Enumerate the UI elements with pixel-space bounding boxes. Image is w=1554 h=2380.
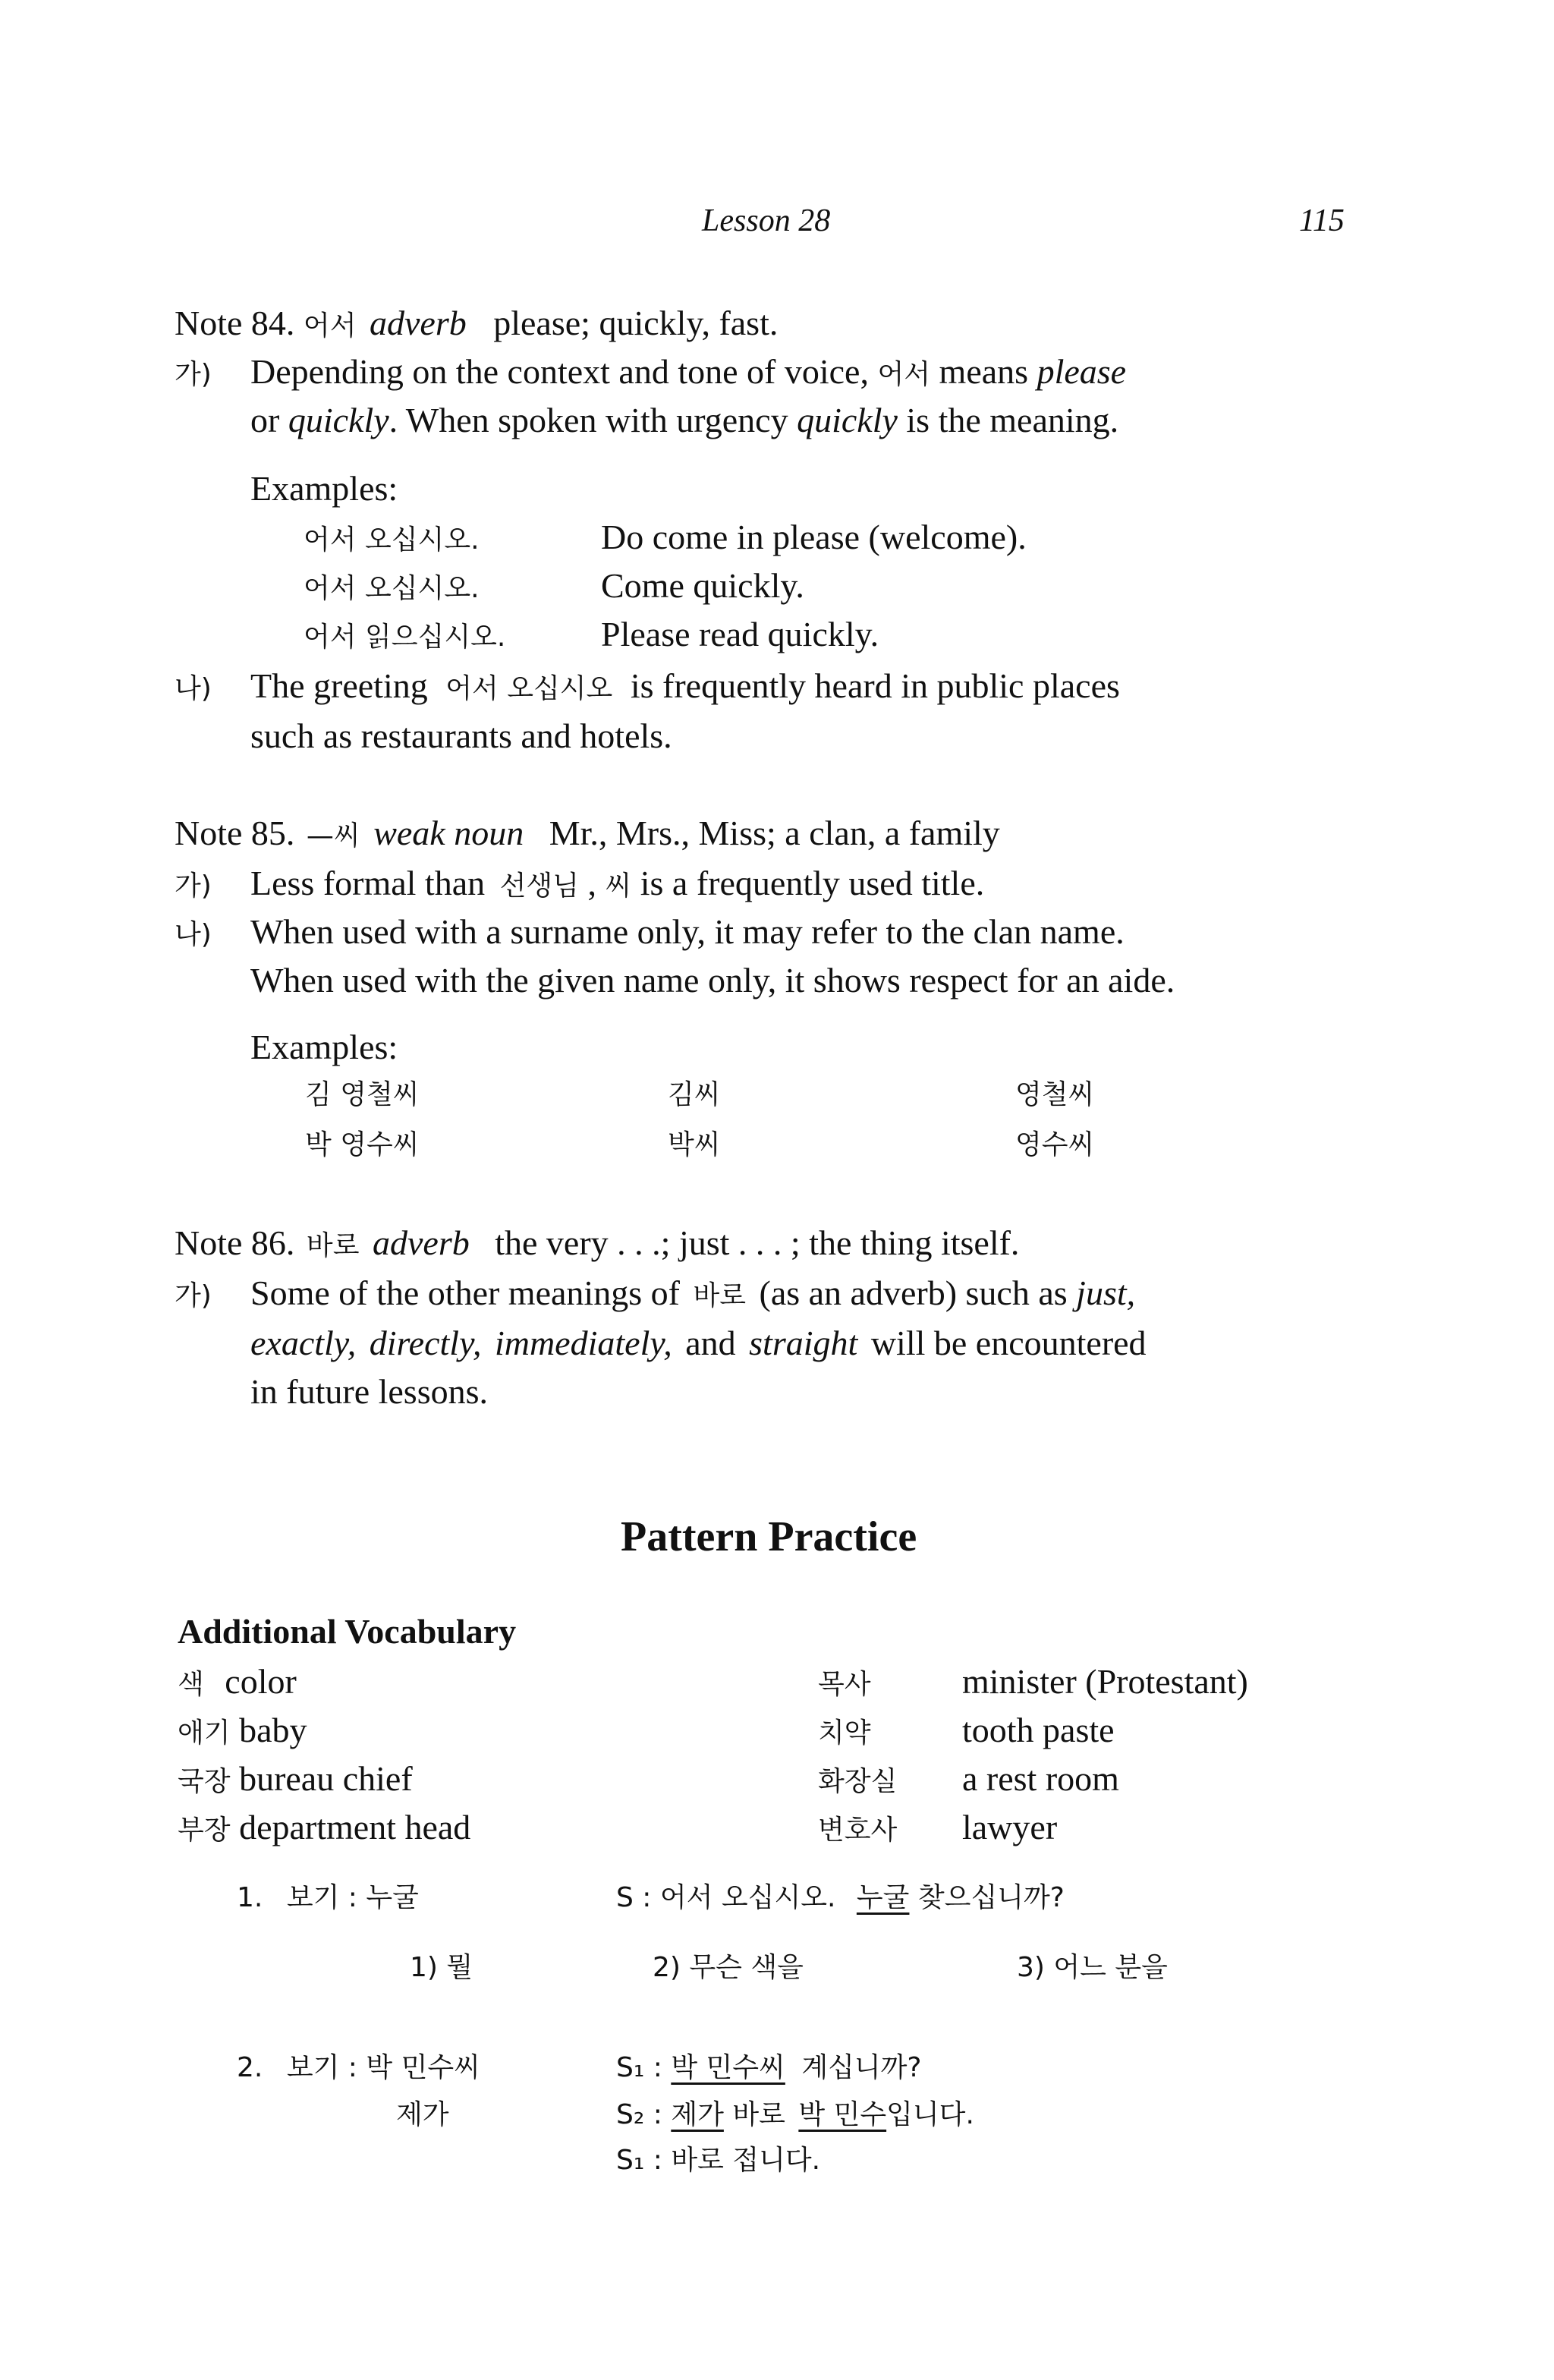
text: quickly <box>797 401 898 439</box>
example-korean: 어서 오십시오. <box>304 524 480 556</box>
text: or <box>250 401 280 439</box>
example-korean: 어서 읽으십시오. <box>304 622 506 653</box>
text: immediately, <box>494 1324 672 1362</box>
text: straight <box>749 1324 858 1362</box>
keyword: 어서 <box>303 310 357 342</box>
note-label: Note 84. <box>175 304 295 342</box>
item-marker: 나) <box>175 919 212 950</box>
example-english: Come quickly. <box>601 566 804 605</box>
gloss: Mr., Mrs., Miss; a clan, a family <box>549 814 1000 852</box>
drill-1-sentence <box>616 1879 1065 1917</box>
keyword: 바로 <box>693 1280 746 1311</box>
text: means <box>939 352 1029 391</box>
keyword: 선생님 <box>499 870 579 902</box>
text: will be encountered <box>870 1324 1147 1362</box>
item-marker: 가) <box>175 870 212 902</box>
example-korean: 어서 오십시오. <box>304 573 480 604</box>
vocab-english: lawyer <box>962 1808 1058 1846</box>
example-english: Do come in please (welcome). <box>601 518 1027 556</box>
drill-label: 보기 : <box>286 1882 357 1913</box>
example-cell: 김 영철씨 <box>305 1079 420 1110</box>
vocab-item <box>818 1706 1115 1755</box>
part-of-speech: adverb <box>372 1223 470 1262</box>
vocab-korean: 변호사 <box>818 1815 898 1846</box>
drill-2-line-2 <box>616 2096 974 2134</box>
text: When used with a surname only, it may refer to the clan name. <box>250 912 1125 951</box>
vocab-korean: 화장실 <box>818 1766 898 1797</box>
note-86-item-a-line-3: in future lessons. <box>250 1372 489 1411</box>
drill-number: 2. <box>237 2052 263 2083</box>
keyword: 어서 오십시오 <box>445 673 613 704</box>
drill-1-cue <box>237 1879 419 1917</box>
vocab-english: tooth paste <box>962 1711 1115 1749</box>
text: , <box>587 864 596 902</box>
text: is the meaning. <box>906 401 1119 439</box>
vocab-korean: 치약 <box>818 1717 871 1749</box>
vocab-english: color <box>225 1662 297 1701</box>
vocab-english: bureau chief <box>239 1759 413 1798</box>
vocab-item <box>818 1803 1057 1852</box>
drill-cue: 누굴 <box>366 1882 419 1913</box>
example-cell: 영철씨 <box>1015 1079 1095 1110</box>
example-english: Please read quickly. <box>601 615 879 653</box>
sentence-part: 바로 <box>732 2099 785 2130</box>
example-row <box>304 610 879 659</box>
text: directly, <box>369 1324 482 1362</box>
speaker-label: S : <box>616 1882 652 1913</box>
text: (as an adverb) such as <box>759 1273 1068 1312</box>
note-84-item-b-line-1 <box>175 662 1120 710</box>
part-of-speech: weak noun <box>373 814 524 852</box>
vocab-english: a rest room <box>962 1759 1119 1798</box>
vocab-item <box>178 1658 297 1706</box>
note-86-item-a-line-1 <box>175 1269 1135 1318</box>
vocab-english: minister (Protestant) <box>962 1662 1248 1701</box>
text: Depending on the context and tone of voice, <box>250 352 869 391</box>
vocab-item <box>818 1755 1119 1803</box>
text: please <box>1037 352 1127 391</box>
note-84-item-b-line-2: such as restaurants and hotels. <box>250 716 672 755</box>
note-84-heading <box>175 299 778 348</box>
example-cell: 박 영수씨 <box>305 1129 420 1160</box>
drill-number: 1. <box>237 1882 263 1913</box>
keyword: —씨 <box>306 820 360 852</box>
vocab-item <box>178 1706 307 1755</box>
vocab-korean: 목사 <box>818 1669 871 1700</box>
text: Less formal than <box>250 864 486 902</box>
drill-label: 보기 : <box>286 2052 357 2083</box>
note-85-heading <box>175 809 1000 858</box>
note-86-heading <box>175 1219 1019 1267</box>
substitution-slot: 제가 <box>671 2099 724 2130</box>
text: Some of the other meanings of <box>250 1273 680 1312</box>
item-marker: 나) <box>175 673 212 704</box>
item-marker: 가) <box>175 1280 212 1311</box>
note-86-item-a-line-2 <box>250 1319 1147 1368</box>
note-84-item-a-line-1 <box>175 348 1126 396</box>
drill-2-cue <box>237 2049 480 2087</box>
keyword: 씨 <box>605 870 632 902</box>
vocab-korean: 색 <box>178 1669 204 1700</box>
note-85-item-b-line-2: When used with the given name only, it shows respect for an aide. <box>250 961 1175 1000</box>
vocab-korean: 부장 <box>178 1815 231 1846</box>
vocab-item <box>178 1755 413 1803</box>
sentence-part: 계십니까? <box>801 2052 922 2083</box>
substitution-slot: 누굴 <box>856 1882 910 1913</box>
example-cell: 김씨 <box>668 1079 721 1110</box>
examples-label: Examples: <box>250 469 398 508</box>
vocab-korean: 애기 <box>178 1717 231 1749</box>
gloss: the very . . .; just . . . ; the thing itself. <box>495 1223 1020 1262</box>
item-marker: 가) <box>175 359 212 390</box>
page-number: 115 <box>1299 203 1345 238</box>
text: is a frequently used title. <box>640 864 985 902</box>
examples-label: Examples: <box>250 1028 398 1066</box>
running-title: Lesson 28 <box>702 203 831 238</box>
text: . When spoken with urgency <box>388 401 788 439</box>
example-row <box>304 562 804 610</box>
sentence-part: 바로 접니다. <box>671 2145 821 2176</box>
gloss: please; quickly, fast. <box>493 304 779 342</box>
vocab-english: department head <box>239 1808 471 1846</box>
text: and <box>685 1324 736 1362</box>
substitution-item: 1) 뭘 <box>410 1952 473 1983</box>
example-cell: 영수씨 <box>1015 1129 1095 1160</box>
keyword: 바로 <box>306 1230 360 1261</box>
note-label: Note 85. <box>175 814 295 852</box>
text: exactly, <box>250 1324 357 1362</box>
text: quickly <box>288 401 389 439</box>
text: is frequently heard in public places <box>630 666 1120 705</box>
vocab-item <box>818 1658 1248 1706</box>
keyword: 어서 <box>877 359 931 390</box>
note-85-item-a <box>175 859 984 908</box>
vocab-english: baby <box>239 1711 307 1749</box>
vocab-title: Additional Vocabulary <box>178 1612 517 1651</box>
substitution-slot: 박 민수 <box>798 2099 887 2130</box>
drill-2-cue-2: 제가 <box>396 2099 449 2130</box>
text: just, <box>1076 1273 1136 1312</box>
drill-2-line-1 <box>616 2049 922 2087</box>
example-row <box>304 513 1027 562</box>
drill-2-line-3 <box>616 2142 820 2180</box>
sentence-part: 찾으십니까? <box>917 1882 1065 1913</box>
substitution-item: 3) 어느 분을 <box>1017 1952 1168 1983</box>
drill-cue: 박 민수씨 <box>366 2052 480 2083</box>
text: The greeting <box>250 666 428 705</box>
example-cell: 박씨 <box>668 1129 721 1160</box>
vocab-item <box>178 1803 470 1852</box>
speaker-label: S₁ : <box>616 2145 662 2176</box>
speaker-label: S₂ : <box>616 2099 662 2130</box>
substitution-item: 2) 무슨 색을 <box>653 1952 804 1983</box>
sentence-part: 어서 오십시오. <box>659 1882 836 1913</box>
note-label: Note 86. <box>175 1223 295 1262</box>
substitution-slot: 박 민수씨 <box>671 2052 785 2083</box>
sentence-part: 입니다. <box>886 2099 974 2130</box>
part-of-speech: adverb <box>369 304 467 342</box>
note-84-item-a-line-2 <box>250 396 1118 445</box>
speaker-label: S₁ : <box>616 2052 662 2083</box>
vocab-korean: 국장 <box>178 1766 231 1797</box>
note-85-item-b-line-1 <box>175 908 1125 956</box>
section-title: Pattern Practice <box>621 1513 917 1560</box>
